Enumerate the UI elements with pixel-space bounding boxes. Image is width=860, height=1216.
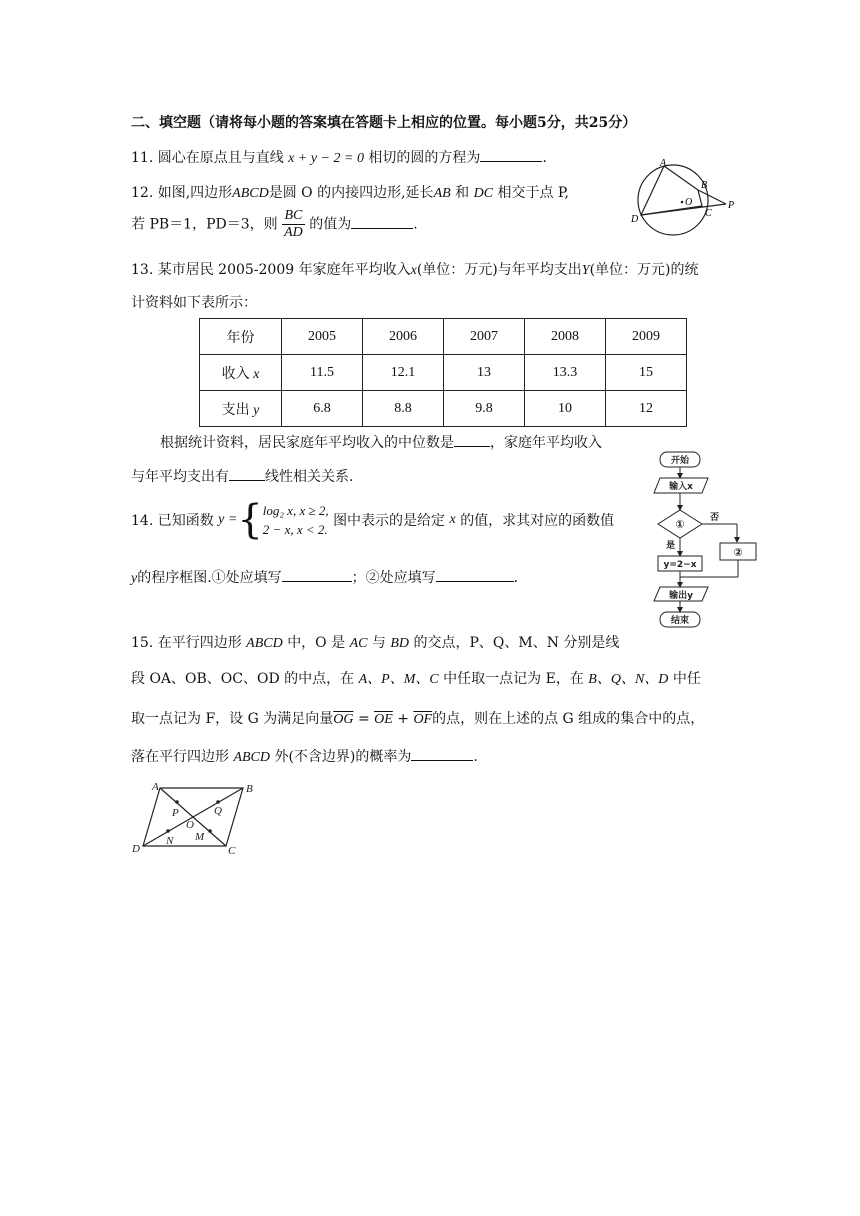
stats-table: [199, 318, 687, 427]
table-cell: 13.3: [525, 355, 606, 391]
q14-case1: log₂ x, x ≥ 2,: [262, 503, 329, 518]
q14-cases: [263, 501, 329, 539]
table-row-label: [200, 355, 282, 391]
question-15-line3: [131, 708, 704, 728]
q11-end: .: [542, 150, 547, 166]
q14-x-var: x: [449, 512, 456, 527]
q14-line2: 的程序框图.①处应填写: [137, 570, 282, 586]
q12-end: .: [413, 216, 418, 233]
q13-line1-suffix: (单位：万元)的统: [589, 262, 699, 278]
question-11: [131, 147, 547, 167]
q15-vector-of: $\overline{OF}$: [413, 712, 433, 727]
q15-answer-blank[interactable]: [411, 746, 473, 761]
table-cell: 9.8: [444, 391, 525, 427]
q14-case2: 2 − x, x < 2.: [262, 522, 328, 537]
q13-answer-suffix: ，家庭年平均收入: [490, 435, 602, 451]
table-header-cell: 2007: [444, 319, 525, 355]
q15-bd: BD: [390, 636, 410, 651]
q13-answer-prefix: 根据统计资料，居民家庭年平均收入的中位数是: [160, 435, 454, 451]
q12-fraction: [282, 208, 305, 241]
label-B: B: [246, 783, 253, 795]
q15-abcd: ABCD: [246, 636, 283, 651]
q15-line3-a: 取一点记为 F，设 G 为满足向量: [131, 711, 334, 727]
q15-line4-a: 落在平行四边形: [131, 749, 229, 765]
q14-brace-icon: {: [237, 497, 263, 543]
q15-plus: +: [397, 711, 409, 727]
label-M: M: [195, 831, 205, 843]
flow-yes-label: 是: [666, 541, 676, 551]
flowchart-figure: [646, 446, 766, 634]
label-C: C: [228, 845, 236, 857]
table-cell: 11.5: [282, 355, 363, 391]
q13-line1-mid: (单位：万元)与年平均支出: [416, 262, 582, 278]
row-label-text: 支出: [221, 402, 250, 418]
table-row-label: [200, 391, 282, 427]
table-header-cell: 年份: [200, 319, 282, 355]
flow-output: 输出y: [669, 591, 693, 601]
q14-y-eq: y =: [218, 512, 238, 527]
label-C: C: [705, 208, 712, 219]
q15-end: .: [473, 749, 478, 765]
q15-line1-suffix: 的交点，P、Q、M、N 分别是线: [413, 635, 620, 651]
table-cell: 6.8: [282, 391, 363, 427]
question-15-line4: [131, 746, 478, 766]
q14-blank-2[interactable]: [436, 567, 514, 582]
flow-input: 输入x: [669, 482, 693, 492]
q14-prefix: 14. 已知函数: [131, 513, 214, 529]
question-14-line2: [131, 567, 518, 587]
table-row-expense: [200, 391, 687, 427]
question-13-line1: [131, 259, 699, 279]
flow-assign: y=2−x: [663, 560, 697, 570]
q13-y-var: Y: [581, 263, 590, 278]
q13-median-blank[interactable]: [454, 432, 490, 447]
q15-line2-c: 中任: [672, 671, 701, 687]
table-cell: 12: [606, 391, 687, 427]
label-P: P: [172, 807, 179, 819]
question-13-answer-line1: [160, 432, 602, 452]
label-D: D: [132, 843, 140, 855]
q14-line2-y: y: [131, 571, 138, 586]
q12-answer-blank[interactable]: [351, 214, 413, 229]
table-header-cell: 2006: [363, 319, 444, 355]
q12-line1-suffix: 相交于点 P,: [497, 185, 569, 201]
table-header-cell: 2009: [606, 319, 687, 355]
section-title: 二、填空题（请将每小题的答案填在答题卡上相应的位置。每小题5分，共25分）: [131, 115, 637, 131]
circle-quadrilateral-figure: [626, 158, 744, 242]
table-cell: 10: [525, 391, 606, 427]
q15-set2: B、Q、N、D: [588, 672, 669, 687]
label-B: B: [701, 180, 708, 191]
q15-eq: =: [357, 711, 370, 727]
parallelogram-figure: [128, 778, 260, 858]
q15-line1-mid: 中，O 是: [287, 635, 346, 651]
q12-dc: DC: [473, 186, 494, 201]
table-header-cell: 2008: [525, 319, 606, 355]
q13-answer2-prefix: 与年平均支出有: [131, 469, 229, 485]
question-13-line2: 计资料如下表所示：: [131, 295, 257, 311]
table-row-income: [200, 355, 687, 391]
label-A: A: [152, 781, 159, 793]
q14-suffix2: 的值，求其对应的函数值: [460, 513, 615, 529]
flow-condition: ①: [675, 518, 685, 531]
q13-answer2-suffix: 线性相关关系.: [265, 469, 354, 485]
q12-abcd: ABCD: [232, 186, 269, 201]
q15-line3-b: 的点，则在上述的点 G 组成的集合中的点，: [432, 711, 705, 727]
label-O: O: [186, 819, 194, 831]
label-D: D: [631, 214, 639, 225]
label-A: A: [660, 158, 667, 169]
q13-correlation-blank[interactable]: [229, 466, 265, 481]
q14-suffix: 图中表示的是给定: [333, 513, 446, 529]
q15-vector-oe: $\overline{OE}$: [374, 712, 393, 727]
q15-line4-b: 外(不含边界)的概率为: [274, 749, 412, 765]
q15-line1-prefix: 15. 在平行四边形: [131, 635, 242, 651]
question-12-line2: [131, 208, 418, 241]
flow-box2: ②: [733, 546, 743, 559]
flow-start: 开始: [670, 456, 690, 466]
q14-blank-1[interactable]: [282, 567, 352, 582]
q12-frac-den: AD: [284, 225, 303, 240]
question-13-answer-line2: [131, 466, 353, 486]
table-header-cell: 2005: [282, 319, 363, 355]
table-header-row: [200, 319, 687, 355]
flow-end: 结束: [670, 616, 690, 626]
q15-abcd-2: ABCD: [233, 750, 271, 765]
label-N: N: [166, 835, 174, 847]
q15-line2-a: 段 OA、OB、OC、OD 的中点，在: [131, 671, 355, 687]
q13-x-var: x: [410, 263, 417, 278]
q14-end: .: [513, 570, 519, 586]
question-14-line1: [131, 497, 615, 543]
table-cell: 8.8: [363, 391, 444, 427]
question-15-line1: [131, 632, 619, 652]
q12-line2-prefix: 若 PB＝1，PD＝3，则: [131, 216, 278, 233]
label-P: P: [728, 200, 735, 211]
q12-line2-suffix: 的值为: [309, 216, 352, 233]
q14-line2-mid: ；②处应填写: [351, 570, 436, 586]
q11-equation: x + y − 2 = 0: [288, 151, 364, 166]
question-12-line1: [131, 182, 569, 202]
q12-line1-mid: 是圆 O 的内接四边形,延长: [268, 185, 434, 201]
table-cell: 13: [444, 355, 525, 391]
question-15-line2: [131, 668, 701, 688]
table-cell: 12.1: [363, 355, 444, 391]
row-label-var: y: [253, 402, 260, 418]
q12-and: 和: [455, 185, 470, 201]
q11-answer-blank[interactable]: [480, 147, 542, 162]
q12-line1-prefix: 12. 如图,四边形: [131, 185, 233, 201]
label-Q: Q: [214, 805, 222, 817]
row-label-var: x: [253, 366, 260, 382]
table-cell: 15: [606, 355, 687, 391]
q13-line1: 13. 某市居民 2005-2009 年家庭年平均收入: [131, 262, 411, 278]
q15-line2-b: 中任取一点记为 E，在: [443, 671, 584, 687]
q15-set1: A、P、M、C: [358, 672, 439, 687]
q12-ab: AB: [433, 186, 451, 201]
flow-no-label: 否: [710, 513, 720, 523]
row-label-text: 收入: [221, 366, 250, 382]
q11-suffix: 相切的圆的方程为: [368, 150, 481, 166]
q15-with: 与: [371, 635, 386, 651]
q15-ac: AC: [349, 636, 368, 651]
q12-frac-num: BC: [282, 208, 305, 225]
label-O: O: [685, 197, 693, 208]
q15-vector-og: $\overline{OG}$: [333, 712, 354, 727]
q11-prefix: 11. 圆心在原点且与直线: [131, 150, 284, 166]
